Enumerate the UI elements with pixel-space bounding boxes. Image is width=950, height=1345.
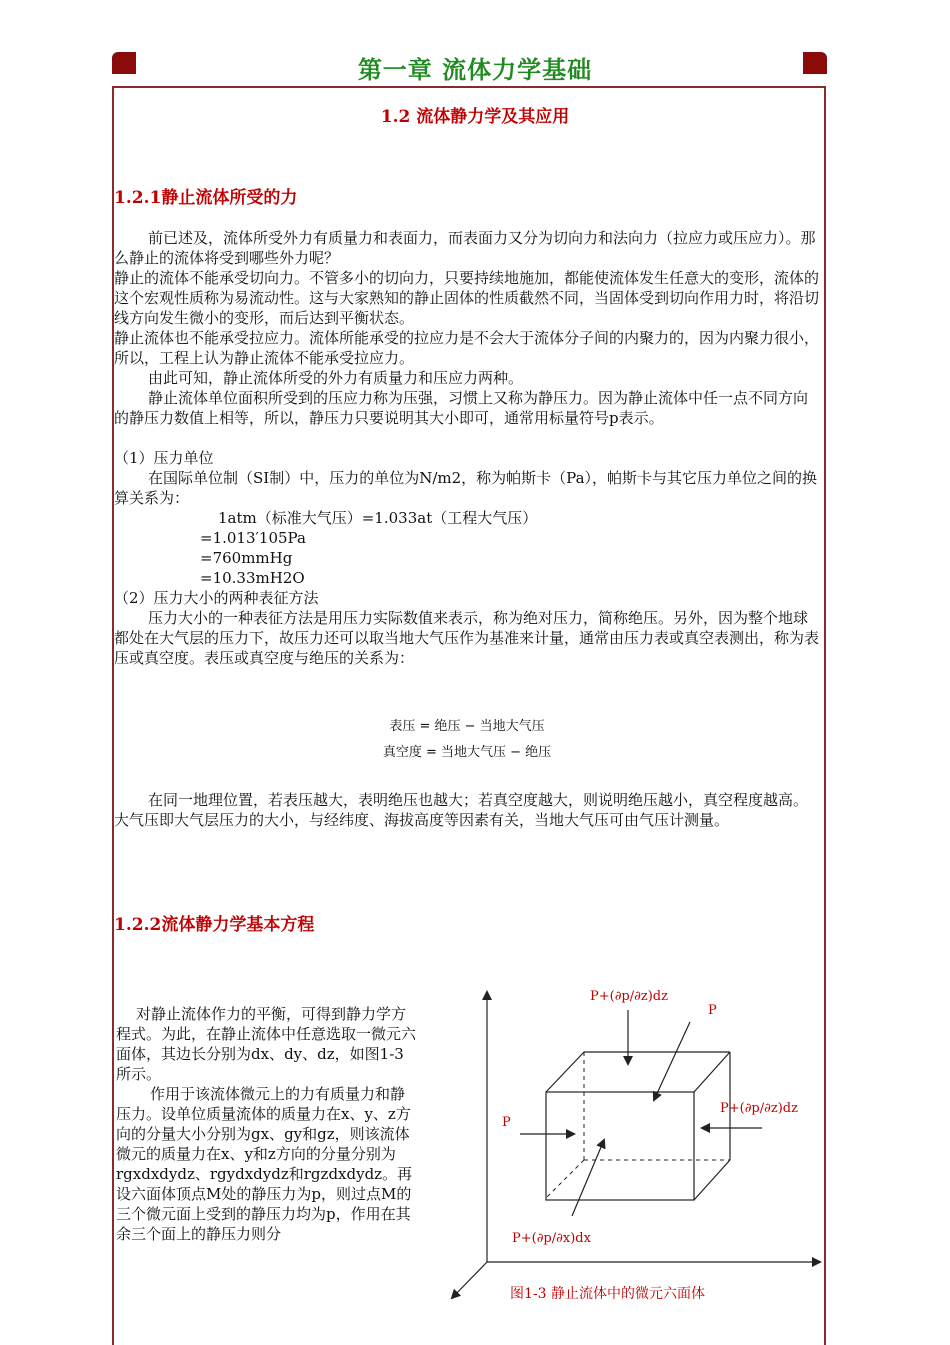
conversion-line: =10.33mH2O	[200, 569, 305, 587]
cube-edge	[694, 1052, 730, 1092]
subsection-heading-1: 1.2.1静止流体所受的力	[114, 188, 298, 208]
paragraph: 前已述及，流体所受外力有质量力和表面力，而表面力又分为切向力和法向力（拉应力或压应力）。那么静止的流体将受到哪些外力呢？	[114, 229, 816, 267]
figure-1-3	[440, 980, 830, 1314]
chapter-title: 第一章 流体力学基础	[357, 56, 593, 84]
paragraph: 静止的流体不能承受切向力。不管多小的切向力，只要持续地施加，都能使流体发生任意大的变形，流体的这个宏观性质称为易流动性。这与大家熟知的静止固体的性质截然不同，当固体受到切向作用力时，将沿切线方向发生微小的变形，而后达到平衡状态。	[114, 269, 820, 327]
arrow-oblique-force	[654, 1022, 690, 1100]
x-axis	[452, 1262, 487, 1298]
cube-edge	[546, 1052, 584, 1092]
cube-hidden-edge	[546, 1160, 584, 1198]
section-title: 1.2 流体静力学及其应用	[380, 107, 570, 127]
conversion-line: =760mmHg	[200, 549, 293, 567]
label-p-left: P	[502, 1115, 511, 1130]
label-bottom: P+(∂p/∂x)dx	[512, 1231, 591, 1246]
cube-edge	[694, 1160, 730, 1200]
figure-caption: 图1-3 静止流体中的微元六面体	[510, 1286, 705, 1302]
paragraph: 在国际单位制（SI制）中，压力的单位为N/m2，称为帕斯卡（Pa），帕斯卡与其它压力单位之间的换算关系为：	[114, 469, 818, 507]
body-text-block-1	[114, 228, 820, 668]
paragraph: 静止流体也不能承受拉应力。流体所能承受的拉应力是不会大于流体分子间的内聚力的，因为内聚力很小，所以，工程上认为静止流体不能承受拉应力。	[114, 329, 820, 367]
formula-vacuum: 真空度 = 当地大气压 − 绝压	[382, 745, 552, 760]
conversion-line: 1atm（标准大气压）=1.033at（工程大气压）	[218, 509, 538, 527]
paragraph: 压力大小的一种表征方法是用压力实际数值来表示，称为绝对压力，简称绝压。另外，因为整个地球都处在大气层的压力下，故压力还可以取当地大气压作为基准来计量，通常由压力表或真空表测出，称为表压或真空度。表压或真空度与绝压的关系为：	[114, 609, 820, 667]
left-column-text	[116, 1004, 416, 1244]
hexahedron-diagram	[440, 980, 830, 1310]
arrow-bottom-force	[572, 1140, 604, 1216]
conversion-line: =1.013′105Pa	[200, 529, 306, 547]
paragraph: 在同一地理位置，若表压越大，表明绝压也越大；若真空度越大，则说明绝压越小，真空程度越高。大气压即大气层压力的大小，与经纬度、海拔高度等因素有关，当地大气压可由气压计测量。	[114, 791, 809, 829]
label-top: P+(∂p/∂z)dz	[590, 989, 668, 1004]
paragraph: 对静止流体作力的平衡，可得到静力学方程式。为此，在静止流体中任意选取一微元六面体，其边长分别为dx、dy、dz，如图1-3所示。	[116, 1005, 417, 1083]
label-right: P+(∂p/∂z)dz	[720, 1101, 798, 1116]
subsection-label: （2）压力大小的两种表征方法	[114, 589, 319, 607]
body-text-block-2	[114, 790, 820, 830]
paragraph: 作用于该流体微元上的力有质量力和静压力。设单位质量流体的质量力在x、y、z方向的分量大小分别为gx、gy和gz，则该流体微元的质量力在x、y和z方向的分量分别为rgxdxdydz、rgydxdydz和rgzdxdydz。再设六面体顶点M处的静压力为p，则过点M的三个微元面上受到的静压力均为p，作用在其余三个面上的静压力则分	[116, 1085, 413, 1243]
formula-block	[114, 714, 820, 766]
paragraph: 由此可知，静止流体所受的外力有质量力和压应力两种。	[148, 369, 524, 387]
subsection-label: （1）压力单位	[114, 449, 214, 467]
formula-gauge-pressure: 表压 = 绝压 − 当地大气压	[389, 719, 545, 734]
paragraph: 静止流体单位面积所受到的压应力称为压强，习惯上又称为静压力。因为静止流体中任一点不同方向的静压力数值上相等，所以，静压力只要说明其大小即可，通常用标量符号p表示。	[114, 389, 809, 427]
cube-front-face	[546, 1092, 694, 1200]
subsection-heading-2: 1.2.2流体静力学基本方程	[114, 915, 315, 935]
label-p-top: P	[708, 1003, 717, 1018]
